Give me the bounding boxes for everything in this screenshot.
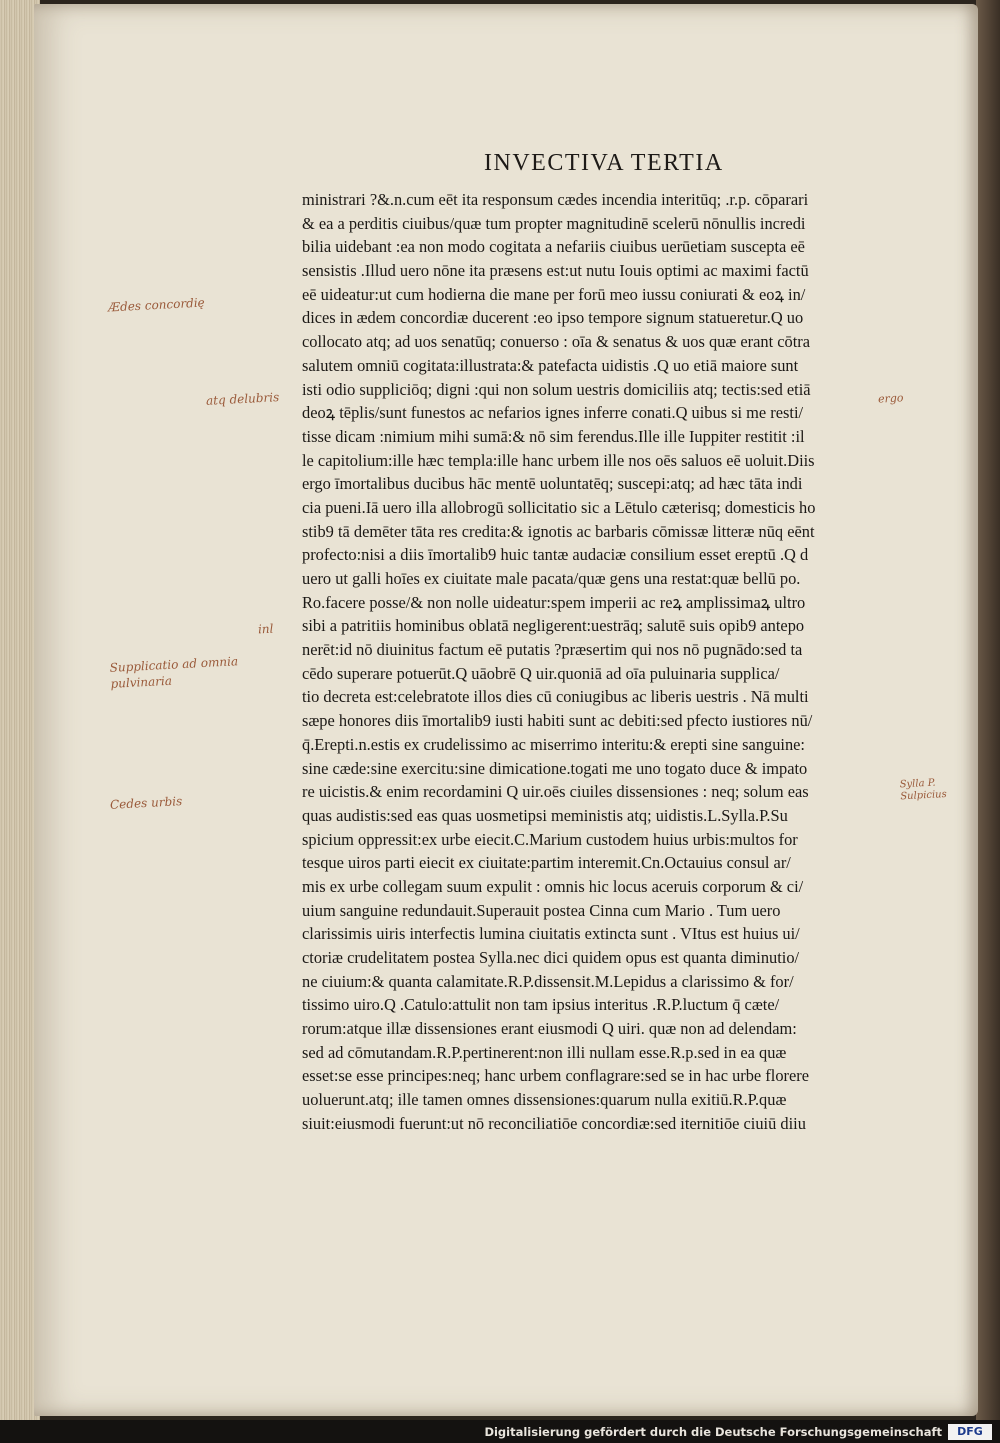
text-line: tio decreta est:celebratote illos dies cū coniugibus ac liberis uestris . Nā multi: [302, 687, 809, 707]
text-line: stib9 tā demēter tāta res credita:& ignotis ac barbaris cōmissæ litteræ nūq eēnt: [302, 521, 815, 541]
text-line: ctoriæ crudelitatem postea Sylla.nec dici quidem opus est quanta diminutio/: [302, 948, 800, 967]
text-line: nerēt:id nō diuinitus factum eē putatis ?præsertim qui nos nō pugnādo:sed ta: [302, 640, 803, 660]
text-line: salutem omniū cogitata:illustrata:& patefacta uidistis .Q uo etiā maiore sunt: [302, 355, 799, 375]
text-line: tissimo uiro.Q .Catulo:attulit non tam ipsius interitus .R.P.luctum q̄ cæte/: [302, 995, 780, 1015]
text-line: uero ut galli hoīes ex ciuitate male pacata/quæ gens una restat:quæ bellū po.: [302, 569, 801, 588]
text-line: clarissimis uiris interfectis lumina ciuitatis extincta sunt . VItus est huius ui/: [302, 924, 800, 944]
text-line: sensistis .Illud uero nōne ita præsens est:ut nutu Iouis optimi ac maximi factū: [302, 261, 809, 281]
text-line: siuit:eiusmodi fuerunt:ut nō reconciliatiōe concordiæ:sed iternitiōe ciuiū diiu: [302, 1113, 806, 1133]
text-line: mis ex urbe collegam suum expulit : omnis hic locus aceruis corporum & ci/: [302, 876, 804, 896]
text-line: bilia uidebant :ea non modo cogitata a nefariis ciuibus uerūetiam suscepta eē: [302, 237, 805, 257]
text-line: sine cæde:sine exercitu:sine dimicatione.togati me uno togato duce & impato: [302, 758, 808, 778]
text-line: q̄.Erepti.n.estis ex crudelissimo ac miserrimo interitu:& erepti sine sanguine:: [302, 734, 805, 754]
marginal-note: Supplicatio ad omnia pulvinaria: [109, 654, 239, 691]
book-cover-edge: [976, 0, 1000, 1420]
text-line: le capitolium:ille hæc templa:ille hanc urbem ille nos oēs saluos eē uoluit.Diis: [302, 450, 815, 470]
text-line: esset:se esse principes:neq; hanc urbem conflagrare:sed se in hac urbe florere: [302, 1066, 809, 1086]
text-line: re uicistis.& enim recordamini Q uir.oēs ciuiles dissensiones : neq; solum eas: [302, 782, 809, 802]
text-line: spicium oppressit:ex urbe eiecit.C.Marium custodem huius urbis:multos for: [302, 829, 798, 849]
marginal-note: ergo: [877, 391, 904, 406]
text-line: profecto:nisi a diis īmortalib9 huic tantæ audaciæ consilium esset ereptū .Q d: [302, 545, 809, 565]
marginal-note: Ædes concordię: [107, 295, 206, 315]
text-line: ne ciuium:& quanta calamitate.R.P.dissensit.M.Lepidus a clarissimo & for/: [302, 971, 794, 991]
text-line: cēdo superare potuerūt.Q uāobrē Q uir.quoniā ad oīa puluinaria supplica/: [302, 663, 780, 683]
text-line: uium sanguine redundauit.Superauit postea Cinna cum Mario . Tum uero: [302, 900, 781, 920]
running-head: INVECTIVA TERTIA: [484, 150, 724, 176]
text-line: eē uideatur:ut cum hodierna die mane per forū meo iussu coniurati & eoꝝ in/: [302, 284, 806, 304]
text-line: sed ad cōmutandam.R.P.pertinerent:non illi nullam esse.R.p.sed in ea quæ: [302, 1042, 787, 1062]
text-block: [302, 188, 882, 1136]
text-line: dices in ædem concordiæ ducerent :eo ipso tempore signum statueretur.Q uo: [302, 308, 804, 328]
text-line: Ro.facere posse/& non nolle uideatur:spem imperii ac reꝝ amplissimaꝝ ultro: [302, 592, 806, 612]
marginal-note: Cedes urbis: [109, 794, 183, 812]
text-line: sæpe honores diis īmortalib9 iusti habiti sunt ac debiti:sed pfecto iustiores nū/: [302, 711, 813, 731]
text-line: ministrari ?&.n.cum eēt ita responsum cædes incendia interitūq; .r.p. cōparari: [302, 190, 809, 209]
text-line: tisse dicam :nimium mihi sumā:& nō sim ferendus.Ille ille Iuppiter restitit :il: [302, 426, 805, 446]
dfg-logo: DFG: [948, 1424, 992, 1440]
text-line: ergo īmortalibus ducibus hāc mentē uoluntatēq; suscepi:atq; ad hæc tāta indi: [302, 474, 803, 494]
text-line: collocato atq; ad uos senatūq; conuerso : oīa & senatus & uos quæ erant cōtra: [302, 332, 810, 352]
footer-credit: Digitalisierung gefördert durch die Deutsche Forschungsgemeinschaft: [484, 1425, 942, 1439]
marginal-note: inl: [257, 621, 274, 637]
text-line: tesque uiros parti eiecit ex ciuitate:partim interemit.Cn.Octauius consul ar/: [302, 853, 791, 873]
text-line: & ea a perditis ciuibus/quæ tum propter magnitudinē scelerū nōnullis incredi: [302, 213, 806, 233]
text-line: rorum:atque illæ dissensiones erant eiusmodi Q uiri. quæ non ad delendam:: [302, 1019, 797, 1039]
marginal-note: atq delubris: [205, 390, 280, 408]
text-line: sibi a patritiis hominibus oblatā negligerent:uestrāq; salutē suis opib9 antepo: [302, 616, 805, 636]
marginal-note: Sylla P. Sulpicius: [899, 777, 948, 803]
text-line: isti odio suppliciōq; digni :qui non solum uestris domiciliis atq; tectis:sed etiā: [302, 379, 811, 399]
text-line: quas audistis:sed eas quas uosmetipsi meministis atq; uidistis.L.Sylla.P.Su: [302, 805, 788, 825]
text-line: cia pueni.Iā uero illa allobrogū sollicitatio sic a Lētulo cæterisq; domesticis ho: [302, 497, 816, 517]
text-line: deoꝝ tēplis/sunt funestos ac nefarios ignes inferre conati.Q uibus si me resti/: [302, 403, 804, 423]
text-line: uoluerunt.atq; ille tamen omnes dissensiones:quarum nulla exitiū.R.P.quæ: [302, 1090, 787, 1110]
